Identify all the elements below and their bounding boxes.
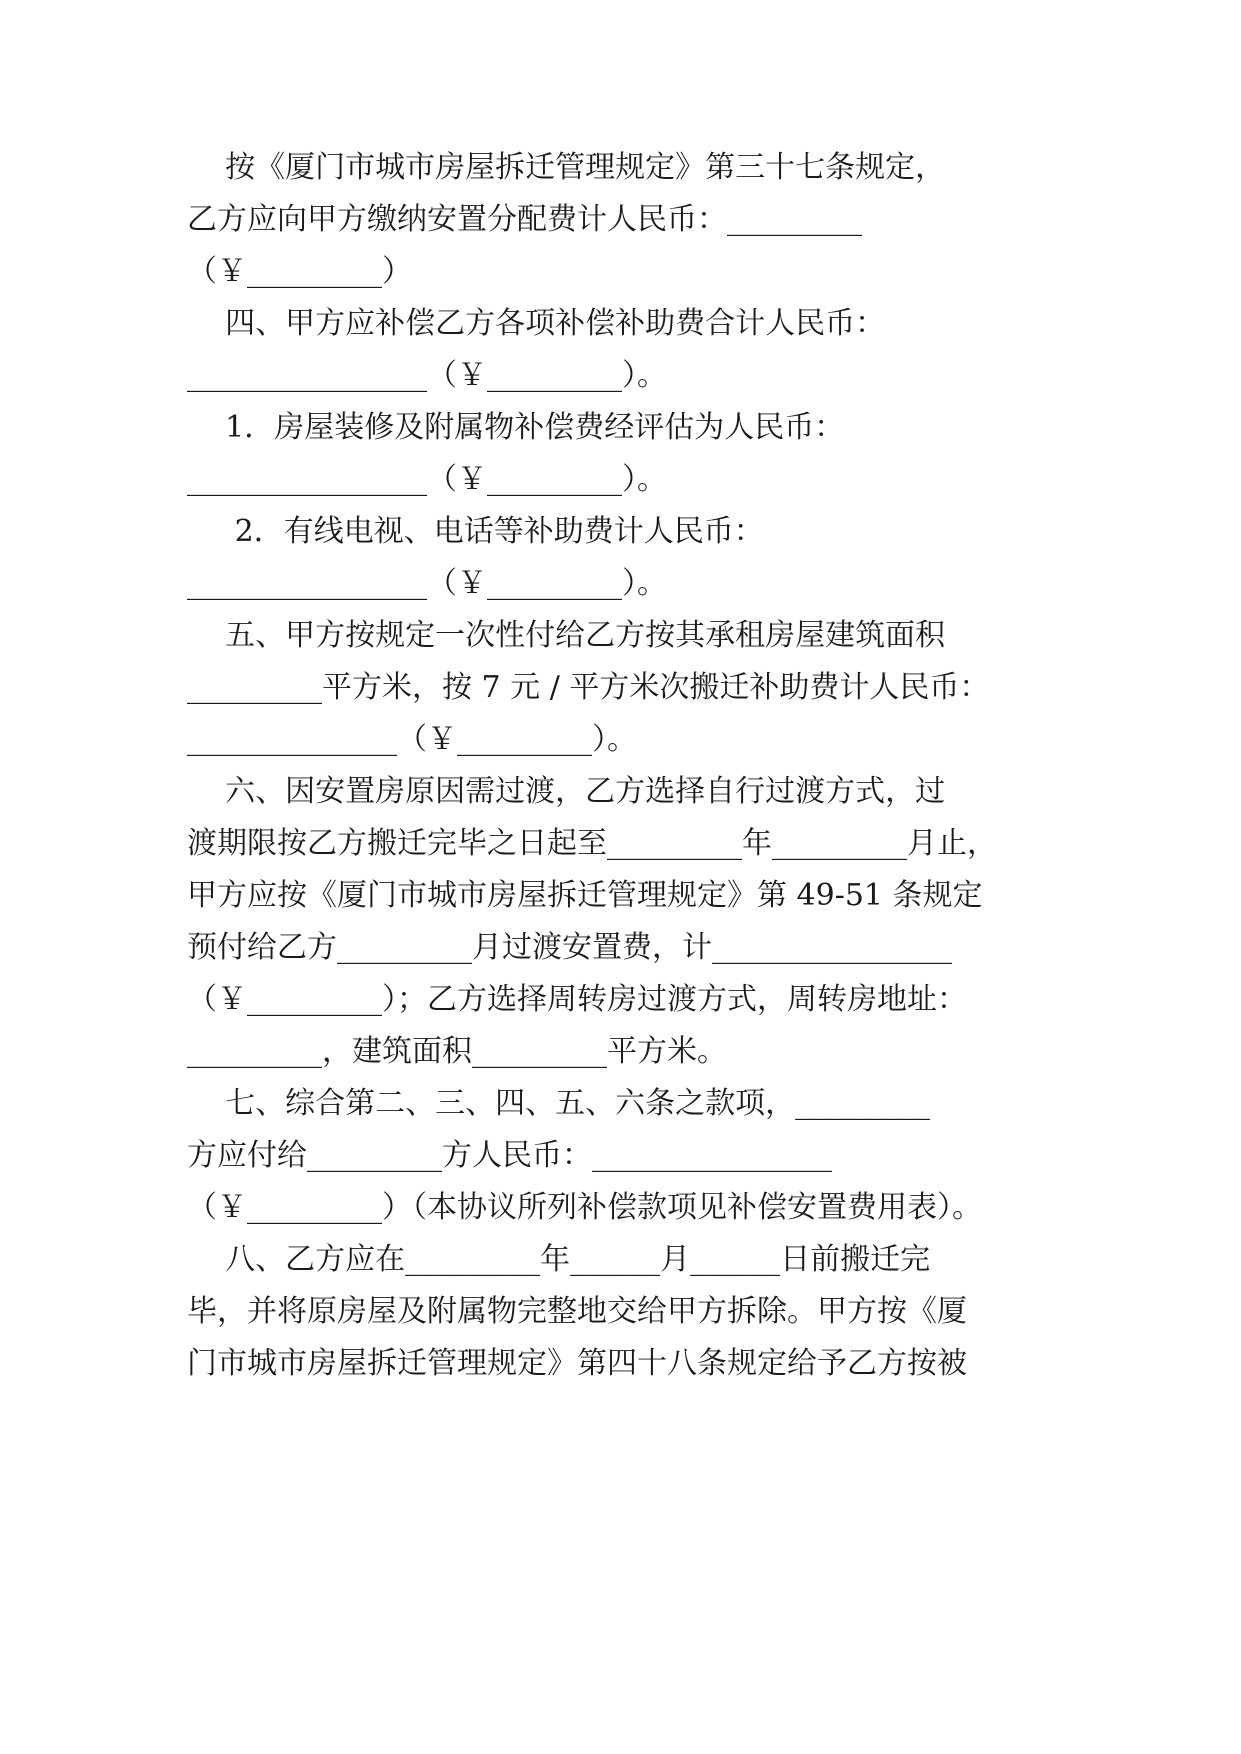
text-line: 毕，并将原房屋及附属物完整地交给甲方拆除。甲方按《厦	[187, 1294, 967, 1329]
text-line: （￥_________）（本协议所列补偿款项见补偿安置费用表）。	[187, 1190, 982, 1225]
text-line: ________________（￥_________）。	[187, 462, 667, 497]
text-line: 渡期限按乙方搬迁完毕之日起至_________年_________月止，	[187, 826, 997, 861]
text-line: 2．有线电视、电话等补助费计人民币：	[187, 514, 764, 549]
text-line: ________________（￥_________）。	[187, 566, 667, 601]
text-line: 按《厦门市城市房屋拆迁管理规定》第三十七条规定，	[187, 150, 946, 185]
text-line: 八、乙方应在_________年______月______日前搬迁完	[187, 1242, 931, 1277]
text-line: （￥_________）	[187, 254, 412, 289]
text-line: ______________（￥_________）。	[187, 722, 637, 757]
text-line: _________平方米，按 7 元 / 平方米次搬迁补助费计人民币：	[187, 670, 990, 705]
text-line: 门市城市房屋拆迁管理规定》第四十八条规定给予乙方按被	[187, 1346, 967, 1381]
text-line: 五、甲方按规定一次性付给乙方按其承租房屋建筑面积	[187, 618, 946, 653]
text-line: （￥_________）；乙方选择周转房过渡方式，周转房地址：	[187, 982, 967, 1017]
text-line: 七、综合第二、三、四、五、六条之款项，_________	[187, 1086, 931, 1121]
text-line: 六、因安置房原因需过渡，乙方选择自行过渡方式，过	[187, 774, 946, 809]
text-line: 乙方应向甲方缴纳安置分配费计人民币：_________	[187, 202, 862, 237]
text-line: 甲方应按《厦门市城市房屋拆迁管理规定》第 49-51 条规定	[187, 878, 983, 913]
text-line: 预付给乙方_________月过渡安置费，计________________	[187, 930, 952, 965]
text-line: 1．房屋装修及附属物补偿费经评估为人民币：	[187, 410, 845, 445]
text-line: 方应付给_________方人民币：________________	[187, 1138, 832, 1173]
text-line: ________________（￥_________）。	[187, 358, 667, 393]
text-line: _________，建筑面积_________平方米。	[187, 1034, 727, 1069]
text-line: 四、甲方应补偿乙方各项补偿补助费合计人民币：	[187, 306, 886, 341]
